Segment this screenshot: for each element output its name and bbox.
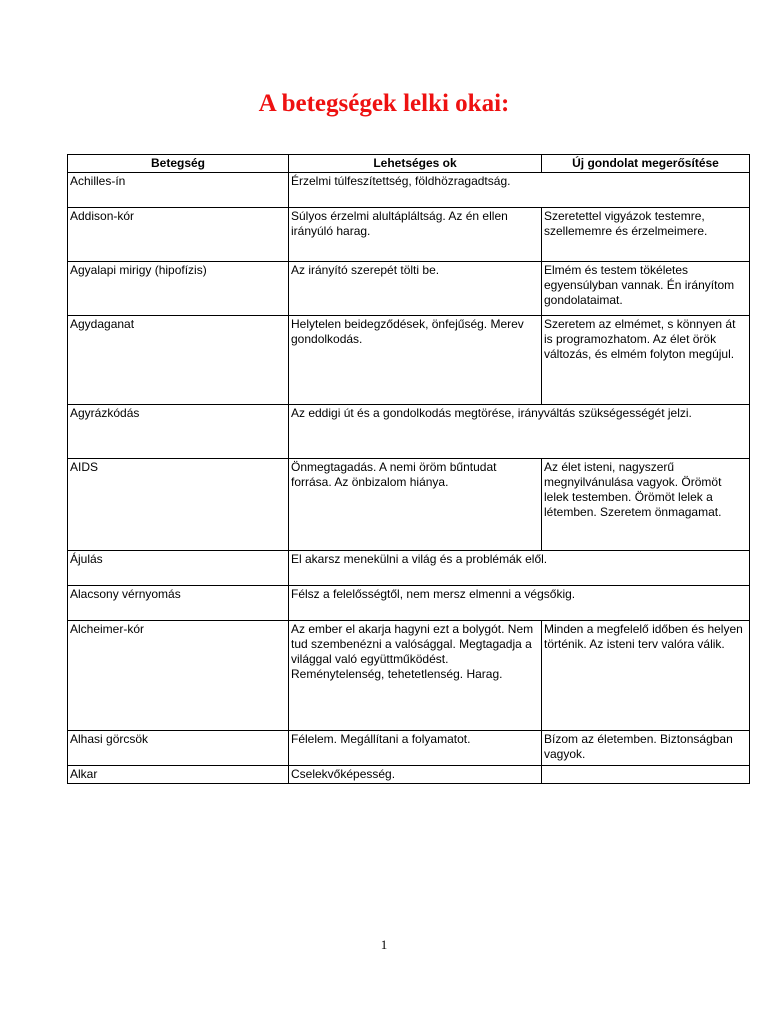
page-number: 1 [380, 937, 388, 952]
affirmation-cell: Az élet isteni, nagyszerű megnyilvánulása vagyok. Örömöt lelek testemben. Örömöt lelek a létemben. Szeretem önmagamat. [542, 459, 750, 551]
header-disease: Betegség [68, 155, 289, 173]
affirmation-cell: Szeretem az elmémet, s könnyen át is programozhatom. Az élet örök változás, és elmém folyton megújul. [542, 316, 750, 405]
cause-cell: Félsz a felelősségtől, nem mersz elmenni a végsőkig. [289, 586, 750, 621]
disease-cell: Agyrázkódás [68, 405, 289, 459]
cause-cell: Az eddigi út és a gondolkodás megtörése, irányváltás szükségességét jelzi. [289, 405, 750, 459]
table-row [68, 731, 750, 766]
table-row [68, 586, 750, 621]
diseases-table [67, 154, 750, 784]
table-row [68, 459, 750, 551]
table-row [68, 405, 750, 459]
header-cause: Lehetséges ok [289, 155, 542, 173]
disease-cell: Addison-kór [68, 208, 289, 262]
cause-cell: Súlyos érzelmi alultápláltság. Az én ellen irányúló harag. [289, 208, 542, 262]
table-row [68, 316, 750, 405]
disease-cell: Alacsony vérnyomás [68, 586, 289, 621]
disease-cell: Alcheimer-kór [68, 621, 289, 731]
disease-cell: Ájulás [68, 551, 289, 586]
cause-cell: Cselekvőképesség. [289, 766, 542, 784]
header-affirmation: Új gondolat megerősítése [542, 155, 750, 173]
disease-cell: Alkar [68, 766, 289, 784]
disease-cell: AIDS [68, 459, 289, 551]
page-title: A betegségek lelki okai: [258, 90, 510, 117]
table-header-row [68, 155, 750, 173]
affirmation-cell: Elmém és testem tökéletes egyensúlyban vannak. Én irányítom gondolataimat. [542, 262, 750, 316]
table-row [68, 766, 750, 784]
cause-cell: Helytelen beidegződések, önfejűség. Merev gondolkodás. [289, 316, 542, 405]
table-row [68, 208, 750, 262]
table-row [68, 262, 750, 316]
cause-cell: Önmegtagadás. A nemi öröm bűntudat forrása. Az önbizalom hiánya. [289, 459, 542, 551]
affirmation-cell: Minden a megfelelő időben és helyen történik. Az isteni terv valóra válik. [542, 621, 750, 731]
affirmation-cell: Bízom az életemben. Biztonságban vagyok. [542, 731, 750, 766]
disease-cell: Agydaganat [68, 316, 289, 405]
affirmation-cell: Szeretettel vigyázok testemre, szellememre és érzelmeimere. [542, 208, 750, 262]
cause-cell: Félelem. Megállítani a folyamatot. [289, 731, 542, 766]
table-row [68, 621, 750, 731]
cause-cell: Az irányító szerepét tölti be. [289, 262, 542, 316]
table-row [68, 173, 750, 208]
cause-cell: Az ember el akarja hagyni ezt a bolygót. Nem tud szembenézni a valósággal. Megtagadja a világgal való együttműködést. Reménytelenség, tehetetlenség. Harag. [289, 621, 542, 731]
table-row [68, 551, 750, 586]
disease-cell: Agyalapi mirigy (hipofízis) [68, 262, 289, 316]
affirmation-cell [542, 766, 750, 784]
cause-cell: Érzelmi túlfeszítettség, földhözragadtság. [289, 173, 750, 208]
cause-cell: El akarsz menekülni a világ és a problémák elől. [289, 551, 750, 586]
disease-cell: Alhasi görcsök [68, 731, 289, 766]
disease-cell: Achilles-ín [68, 173, 289, 208]
